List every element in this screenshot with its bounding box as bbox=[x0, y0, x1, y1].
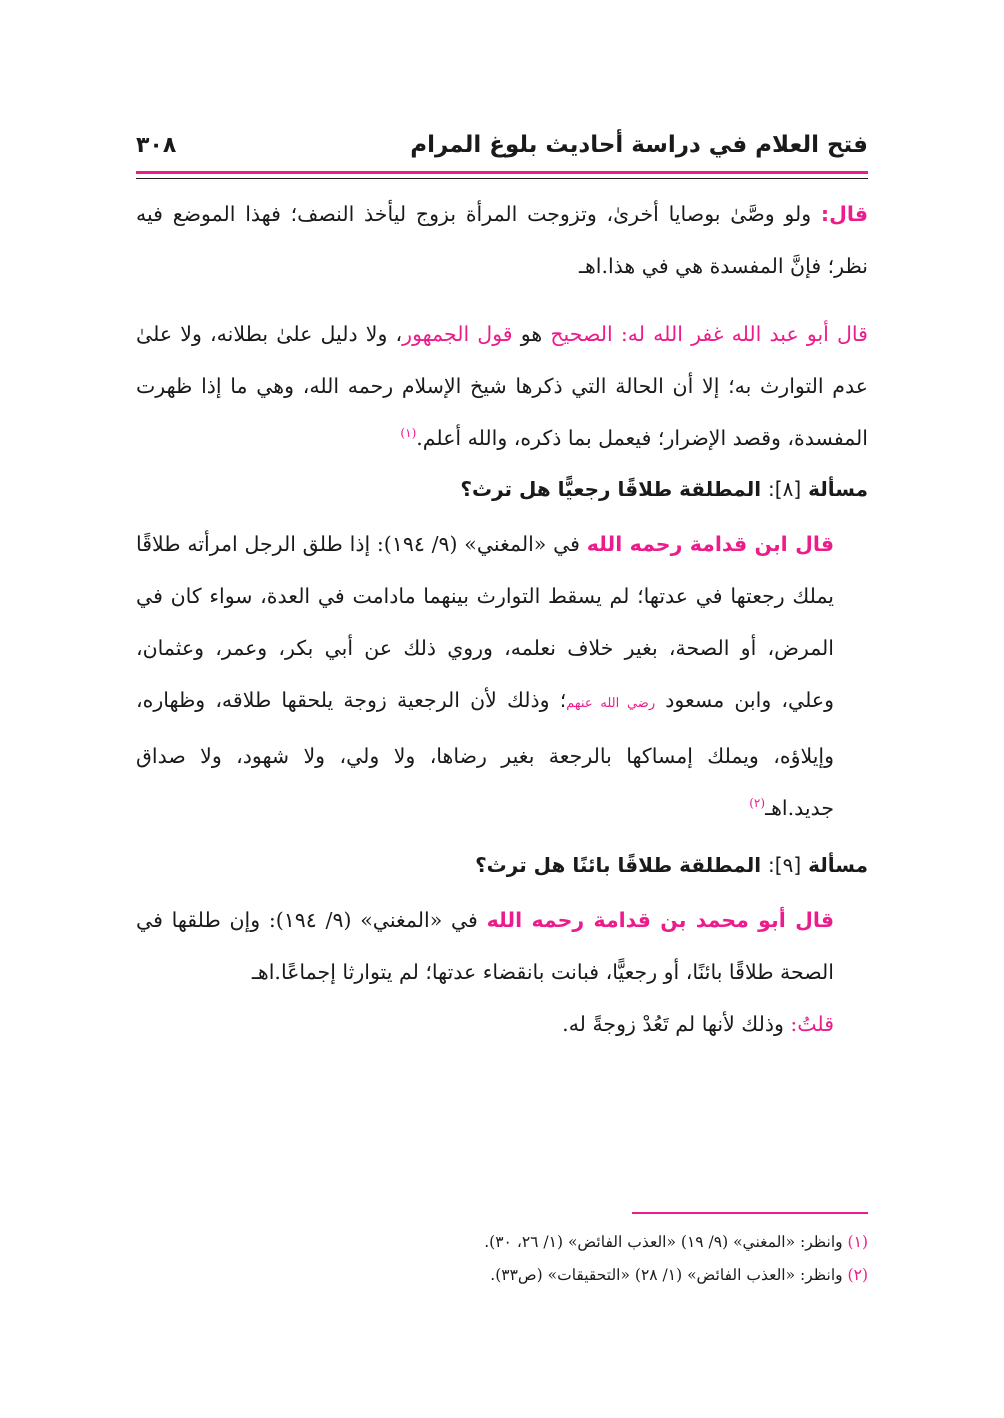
book-title: فتح العلام في دراسة أحاديث بلوغ المرام bbox=[410, 132, 868, 158]
footnotes bbox=[136, 1226, 868, 1292]
footnote-text: وانظر: «المغني» (٩/ ١٩) «العذب الفائض» (١/ ٢٦، ٣٠). bbox=[484, 1233, 848, 1251]
paragraph-text: ؛ وذلك لأن الرجعية زوجة يلحقها طلاقه، وظهاره، وإيلاؤه، ويملك إمساكها بالرجعة بغير رضاها، ولا ولي، ولا شهود، ولا صداق جديد.اهـ bbox=[136, 688, 834, 820]
paragraph-text: في «المغني» (٩/ ١٩٤): وإن طلقها في الصحة طلاقًا بائنًا، أو رجعيًّا، فبانت بانقضاء عدتها؛ لم يتوارثا إجماعًا.اهـ bbox=[136, 908, 834, 984]
heading-title: المطلقة طلاقًا رجعيًّا هل ترث؟ bbox=[460, 477, 769, 501]
paragraph-text bbox=[613, 322, 621, 346]
footnote-ref-1[interactable]: (١) bbox=[400, 426, 417, 441]
sahih-label: الصحيح bbox=[550, 322, 613, 346]
paragraph-text: ولو وصَّىٰ بوصايا أخرىٰ، وتزوجت المرأة بزوج ليأخذ النصف؛ فهذا الموضع فيه نظر؛ فإنَّ المفسدة هي في هذا.اهـ bbox=[136, 202, 868, 278]
speaker-label: قال: bbox=[820, 202, 868, 226]
heading-number: [٩]: bbox=[768, 853, 802, 877]
author-label: قال أبو عبد الله غفر الله له: bbox=[620, 322, 868, 346]
footnote-separator bbox=[632, 1212, 868, 1214]
paragraph-5 bbox=[136, 998, 868, 1050]
heading-label: مسألة bbox=[808, 853, 868, 877]
paragraph-3 bbox=[136, 518, 868, 834]
paragraph-text: ، ولا دليل علىٰ بطلانه، ولا علىٰ عدم التوارث به؛ إلا أن الحالة التي ذكرها شيخ الإسلام رحمه الله، وهي ما إذا ظهرت المفسدة، وقصد الإضرار؛ فيعمل بما ذكره، والله أعلم. bbox=[136, 322, 868, 450]
paragraph-text: هو bbox=[512, 322, 551, 346]
jumhur-label: قول الجمهور bbox=[402, 322, 513, 346]
spacer bbox=[136, 292, 868, 308]
paragraph-text: وذلك لأنها لم تَعُدْ زوجةً له. bbox=[562, 1012, 791, 1036]
main-text bbox=[136, 188, 868, 1050]
heading-number: [٨]: bbox=[768, 477, 802, 501]
paragraph-1 bbox=[136, 188, 868, 292]
footnote-number: (٢) bbox=[847, 1266, 868, 1284]
section-heading-8 bbox=[136, 464, 868, 514]
footnote-number: (١) bbox=[847, 1233, 868, 1251]
section-heading-9 bbox=[136, 840, 868, 890]
heading-title: المطلقة طلاقًا بائنًا هل ترث؟ bbox=[475, 853, 769, 877]
speaker-label: قلتُ: bbox=[790, 1012, 834, 1036]
paragraph-4 bbox=[136, 894, 868, 998]
footnote-text: وانظر: «العذب الفائض» (١/ ٢٨) «التحقيقات» (ص٣٣). bbox=[490, 1266, 848, 1284]
paragraph-text: في «المغني» (٩/ ١٩٤): إذا طلق الرجل امرأته طلاقًا يملك رجعتها في عدتها؛ لم يسقط التوارث بينهما مادامت في العدة، سواء كان في المرض، أو الصحة، بغير خلاف نعلمه، وروي ذلك عن أبي بكر، وعمر، وعثمان، وعلي، وابن مسعود bbox=[136, 532, 835, 712]
footnote-ref-2[interactable]: (٢) bbox=[749, 796, 766, 811]
heading-label: مسألة bbox=[808, 477, 868, 501]
speaker-label: قال أبو محمد بن قدامة رحمه الله bbox=[486, 908, 834, 932]
honorific-mark: رضي الله عنهم bbox=[566, 696, 656, 711]
header-rule-accent bbox=[136, 171, 868, 174]
speaker-label: قال ابن قدامة رحمه الله bbox=[586, 532, 834, 556]
paragraph-2 bbox=[136, 308, 868, 464]
footnote-1 bbox=[136, 1226, 868, 1259]
page-number: ٣٠٨ bbox=[136, 132, 177, 158]
header-rule-thin bbox=[136, 178, 868, 179]
page-header bbox=[136, 128, 868, 162]
footnote-2 bbox=[136, 1259, 868, 1292]
